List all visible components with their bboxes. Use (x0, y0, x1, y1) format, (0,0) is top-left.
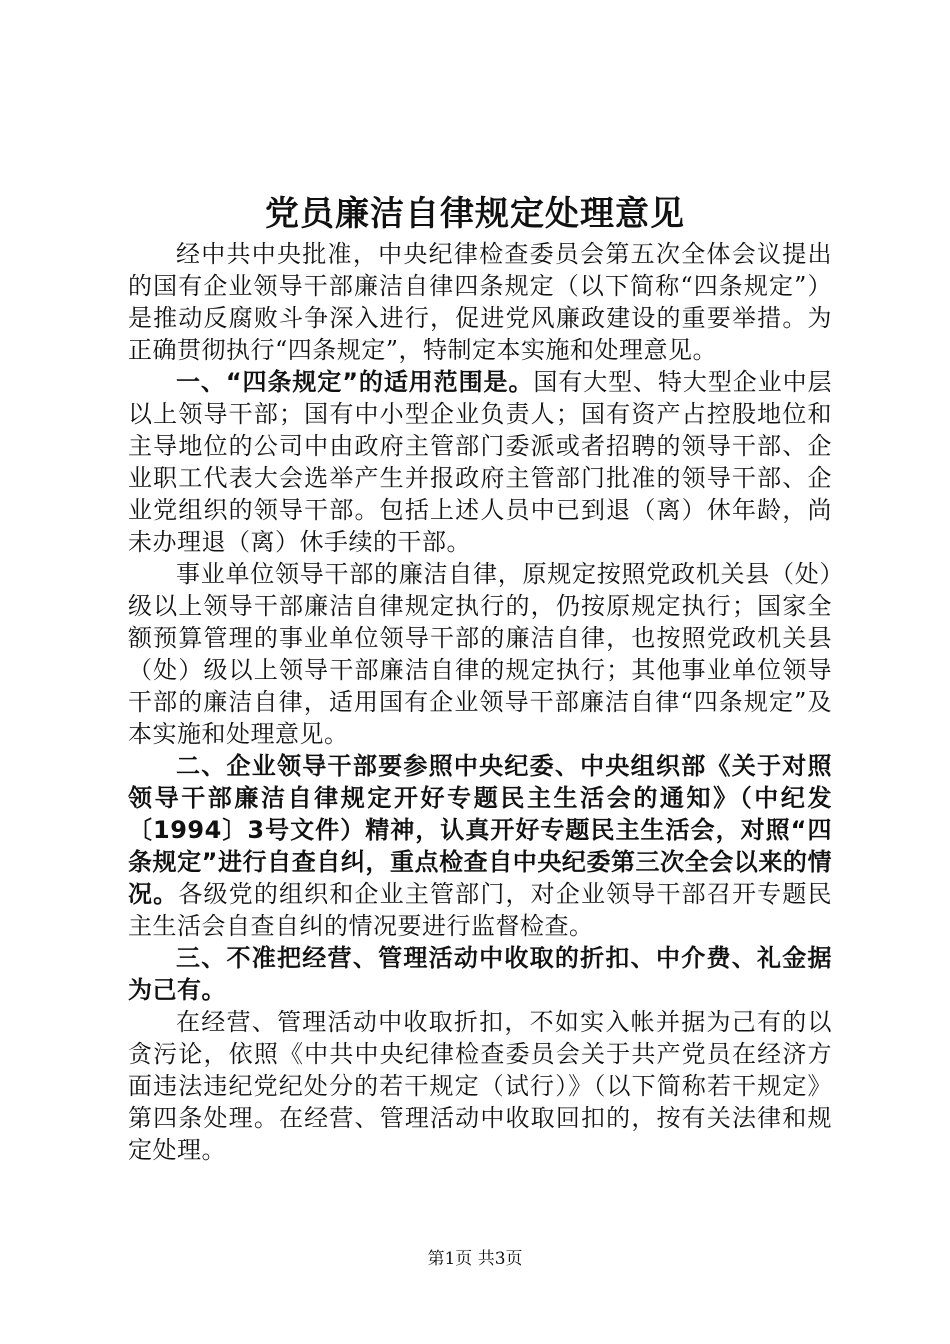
paragraph-section-2 (128, 750, 832, 942)
paragraph-text: 经中共中央批准，中央纪律检查委员会第五次全体会议提出的国有企业领导干部廉洁自律四条规定（以下简称“四条规定”）是推动反腐败斗争深入进行，促进党风廉政建设的重要举措。为正确贯彻执行“四条规定”，特制定本实施和处理意见。 (128, 240, 832, 364)
paragraph-section-3 (128, 942, 832, 1006)
section-heading: 一、“四条规定”的适用范围是。 (176, 368, 534, 396)
section-heading: 二、企业领导干部要参照中央纪委、中央组织部《关于对照领导干部廉洁自律规定开好专题民主生活会的通知》（中纪发〔1994〕3号文件）精神，认真开好专题民主生活会，对照“四条规定”进行自查自纠，重点检查自中央纪委第三次全会以来的情况。 (128, 752, 832, 908)
paragraph-text: 事业单位领导干部的廉洁自律，原规定按照党政机关县（处）级以上领导干部廉洁自律规定执行的，仍按原规定执行；国家全额预算管理的事业单位领导干部的廉洁自律，也按照党政机关县（处）级以上领导干部廉洁自律的规定执行；其他事业单位领导干部的廉洁自律，适用国有企业领导干部廉洁自律“四条规定”及本实施和处理意见。 (128, 560, 832, 748)
page-title: 党员廉洁自律规定处理意见 (265, 194, 685, 234)
section-heading: 三、不准把经营、管理活动中收取的折扣、中介费、礼金据为己有。 (128, 944, 832, 1004)
paragraph-text: 在经营、管理活动中收取折扣，不如实入帐并据为己有的以贪污论，依照《中共中央纪律检查委员会关于共产党员在经济方面违法违纪党纪处分的若干规定（试行）》（以下简称若干规定》第四条处理。在经营、管理活动中收取回扣的，按有关法律和规定处理。 (128, 1008, 832, 1164)
paragraph-institutions (128, 558, 832, 750)
document-body (128, 238, 832, 1166)
paragraph-text: 各级党的组织和企业主管部门，对企业领导干部召开专题民主生活会自查自纠的情况要进行监督检查。 (128, 880, 833, 940)
paragraph-text: 国有大型、特大型企业中层以上领导干部；国有中小型企业负责人；国有资产占控股地位和主导地位的公司中由政府主管部门委派或者招聘的领导干部、企业职工代表大会选举产生并报政府主管部门批准的领导干部、企业党组织的领导干部。包括上述人员中已到退（离）休年龄，尚未办理退（离）休手续的干部。 (128, 368, 833, 556)
paragraph-intro (128, 238, 832, 366)
paragraph-section-1 (128, 366, 832, 558)
paragraph-discounts (128, 1006, 832, 1166)
page-footer: 第1页 共3页 (427, 1249, 523, 1269)
